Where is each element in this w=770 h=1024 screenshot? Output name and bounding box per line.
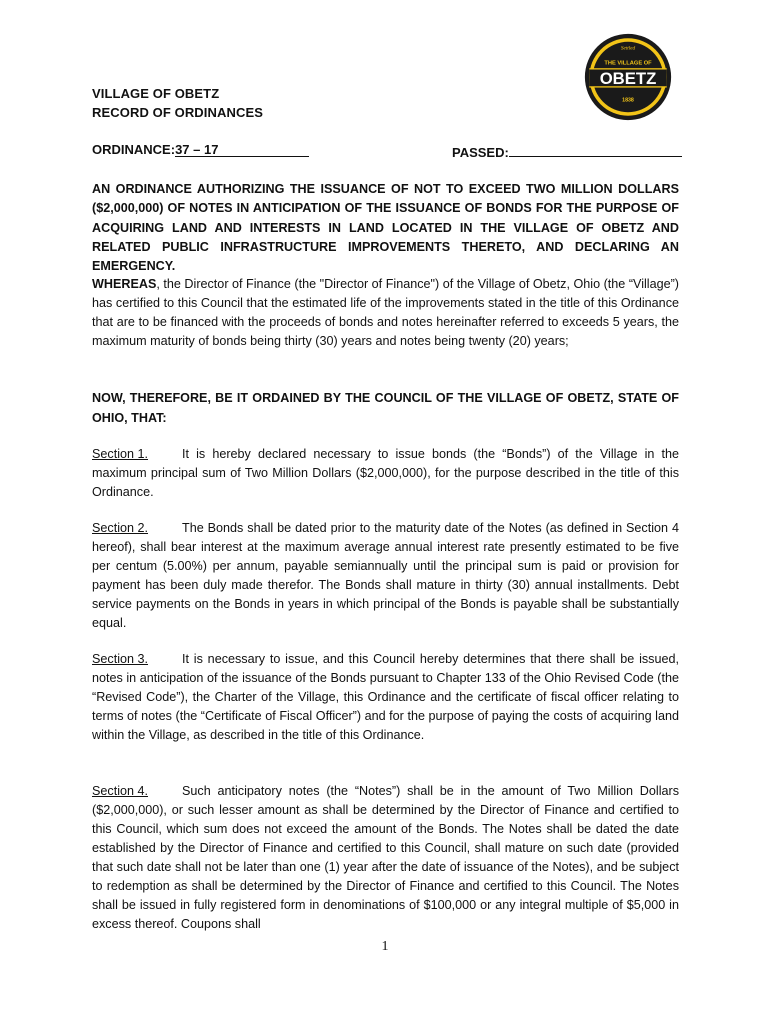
village-of-obetz-seal <box>584 33 672 121</box>
page-number: 1 <box>381 939 389 954</box>
village-heading: VILLAGE OF OBETZ <box>92 86 220 101</box>
section-2-text: The Bonds shall be dated prior to the maturity date of the Notes (as defined in Section 4 hereof), shall bear interest at the maximum average annual interest rate presently estimated to be five per centum (5.00%) per annum, payable semiannually until the principal sum is paid or provision for payment has been duly made therefor. The Bonds shall mature in thirty (30) annual installments. Debt service payments on the Bonds in years in which principal of the Bonds is payable shall be substantially equal. <box>92 521 679 630</box>
record-heading: RECORD OF ORDINANCES <box>92 105 264 120</box>
now-therefore-clause: NOW, THEREFORE, BE IT ORDAINED BY THE COUNCIL OF THE VILLAGE OF OBETZ, STATE OF OHIO, THAT: <box>92 391 679 425</box>
section-3-label: Section 3. <box>92 652 149 666</box>
section-2 <box>92 519 679 633</box>
ordinance-value: 37 – 17 <box>175 142 309 157</box>
section-1-text: It is hereby declared necessary to issue bonds (the “Bonds”) of the Village in the maximum principal sum of Two Million Dollars ($2,000,000), for the purpose described in the title of this Ordinance. <box>92 447 679 499</box>
section-1 <box>92 445 679 502</box>
section-3 <box>92 650 679 745</box>
ordinance-number-field <box>92 142 309 157</box>
section-1-label: Section 1. <box>92 447 149 461</box>
ordinance-title: AN ORDINANCE AUTHORIZING THE ISSUANCE OF NOT TO EXCEED TWO MILLION DOLLARS ($2,000,000) OF NOTES IN ANTICIPATION OF THE ISSUANCE OF BONDS FOR THE PURPOSE OF ACQUIRING LAND AND INTERESTS IN LAND LOCATED IN THE VILLAGE OF OBETZ AND RELATED PUBLIC INFRASTRUCTURE IMPROVEMENTS THERETO, AND DECLARING AN EMERGENCY. <box>92 182 679 274</box>
section-4 <box>92 782 679 934</box>
seal-year-text: 1838 <box>622 97 634 104</box>
seal-settled-text: Settled <box>620 45 636 52</box>
passed-label: PASSED: <box>452 145 509 160</box>
passed-date-field <box>452 142 682 160</box>
ordinance-label: ORDINANCE: <box>92 142 176 157</box>
whereas-lead: WHEREAS <box>92 277 157 291</box>
section-2-label: Section 2. <box>92 521 149 535</box>
section-4-text: Such anticipatory notes (the “Notes”) shall be in the amount of Two Million Dollars ($2,000,000), or such lesser amount as shall be determined by the Director of Finance and certified to this Council, which sum does not exceed the amount of the Bonds. The Notes shall be dated the date established by the Director of Finance and certified to this Council, shall mature on such date (provided that such date shall not be later than one (1) year after the date of issuance of the Notes), and be subject to redemption as shall be determined by the Director of Finance and certified to this Council. The Notes shall be issued in fully registered form in denominations of $100,000 or any integral multiple of $5,000 in excess thereof. Coupons shall <box>92 784 679 931</box>
passed-value <box>509 142 682 157</box>
whereas-text: , the Director of Finance (the "Director of Finance") of the Village of Obetz, Ohio (the “Village”) has certified to this Council that the estimated life of the improvements stated in the title of this Ordinance that are to be financed with the proceeds of bonds and notes hereinafter referred to exceeds 5 years, the maximum maturity of bonds being thirty (30) years and notes being twenty (20) years; <box>92 277 679 348</box>
whereas-clause <box>92 275 679 351</box>
seal-name-text: OBETZ <box>599 69 657 89</box>
section-4-label: Section 4. <box>92 784 149 798</box>
seal-village-text: THE VILLAGE OF <box>604 60 652 67</box>
section-3-text: It is necessary to issue, and this Council hereby determines that there shall be issued, notes in anticipation of the issuance of the Bonds pursuant to Chapter 133 of the Ohio Revised Code (the “Revised Code”), the Charter of the Village, this Ordinance and the certificate of fiscal officer relating to terms of notes (the “Certificate of Fiscal Officer”) and for the purpose of paying the costs of acquiring land within the Village, as described in the title of this Ordinance. <box>92 652 679 742</box>
